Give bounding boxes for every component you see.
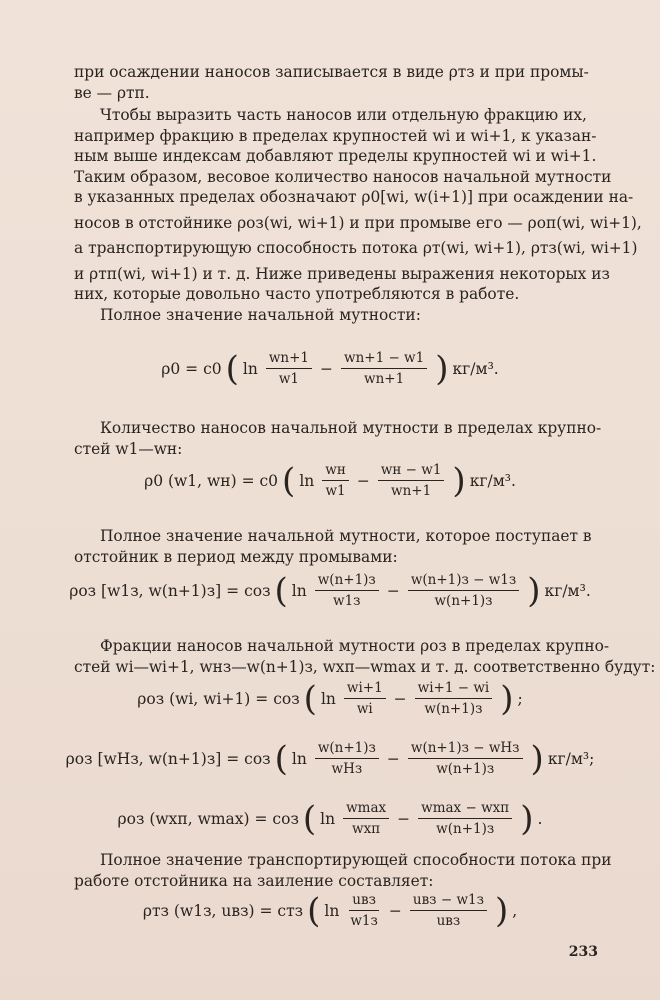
minus-sign: −: [388, 901, 402, 920]
text-line: Чтобы выразить часть наносов или отдельную фракцию их,: [100, 106, 587, 124]
formula-quantity-range: [0, 462, 660, 499]
formula-lhs: ρ0 = c0: [161, 359, 222, 378]
unit: кг/м³.: [469, 471, 516, 490]
minus-sign: −: [356, 471, 370, 490]
formula-transport-capacity: [0, 892, 660, 929]
left-paren: (: [282, 460, 296, 501]
formula-lhs: ρоз [w1з, w(n+1)з] = cоз: [69, 581, 271, 600]
left-paren: (: [274, 570, 288, 611]
denominator: uвз: [436, 913, 461, 929]
text-line: ным выше индексам добавляют пределы крупностей wi и wi+1.: [74, 147, 597, 165]
left-paren: (: [303, 678, 317, 719]
denominator: w(n+1)з: [436, 761, 495, 777]
formula-settling-total: [0, 572, 660, 609]
denominator: w1з: [350, 913, 378, 929]
right-paren: ): [494, 890, 509, 931]
numerator: wн − w1: [378, 462, 445, 481]
page-number: 233: [568, 944, 598, 960]
text-line: Количество наносов начальной мутности в пределах крупно-: [100, 419, 602, 437]
denominator: wn+1: [364, 371, 405, 387]
denominator: wхп: [352, 821, 381, 837]
unit: ,: [512, 901, 518, 920]
denominator: w1: [278, 371, 300, 387]
text-line: например фракцию в пределах крупностей wi и wi+1, к указан-: [74, 126, 597, 145]
ln-symbol: ln: [291, 749, 307, 768]
fraction: [347, 892, 381, 929]
denominator: wi: [356, 701, 373, 717]
numerator: wн: [322, 462, 349, 481]
numerator: wn+1: [266, 350, 312, 369]
numerator: uвз: [349, 892, 379, 911]
formula-lhs: ρ0 (w1, wн) = c0: [144, 471, 279, 490]
fraction: [410, 892, 487, 929]
text-line: них, которые довольно часто употребляются в работе.: [74, 285, 520, 303]
right-paren: ): [520, 798, 534, 839]
denominator: wn+1: [391, 483, 432, 499]
ln-symbol: ln: [320, 689, 336, 708]
paragraph-fractions: [74, 105, 642, 325]
denominator: w(n+1)з: [436, 821, 495, 837]
left-paren: (: [302, 798, 317, 839]
unit: кг/м³;: [547, 749, 595, 768]
text-line: при осаждении наносов записывается в виде ρтз и при промы-: [74, 63, 589, 81]
minus-sign: −: [386, 749, 400, 768]
paragraph-between-flushes: [74, 526, 594, 567]
text-line: в указанных пределах обозначают ρ0[wi, w(i+1)] при осаждении на-: [74, 188, 634, 206]
unit: .: [537, 809, 543, 828]
fraction: [315, 740, 379, 777]
text-line: ве — ρтп.: [74, 83, 150, 102]
denominator: w1з: [333, 593, 361, 609]
formula-fraction-nz: [0, 740, 660, 777]
text-line: Полное значение начальной мутности:: [100, 305, 421, 324]
formula-lhs: ρтз (w1з, uвз) = cтз: [142, 901, 304, 920]
fraction: [344, 680, 386, 717]
fraction: [418, 800, 512, 837]
denominator: w1: [325, 483, 346, 499]
formula-lhs: ρоз (wхп, wmax) = cоз: [117, 809, 299, 828]
formula-fraction-max: [0, 800, 660, 837]
numerator: w(n+1)з − wНз: [408, 740, 523, 759]
formula-lhs: ρоз [wНз, w(n+1)з] = cоз: [65, 749, 271, 768]
minus-sign: −: [320, 359, 334, 378]
minus-sign: −: [386, 581, 400, 600]
text-line: стей w1—wн:: [74, 439, 183, 458]
formula-total-initial-turbidity: [0, 350, 660, 387]
denominator: w(n+1)з: [434, 593, 493, 609]
minus-sign: −: [397, 809, 411, 828]
ln-symbol: ln: [320, 809, 336, 828]
left-paren: (: [225, 348, 239, 389]
left-paren: (: [307, 890, 321, 931]
ln-symbol: ln: [242, 359, 258, 378]
formula-lhs: ρоз (wi, wi+1) = cоз: [137, 689, 300, 708]
unit: кг/м³.: [544, 581, 591, 600]
text-line: стей wi—wi+1, wнз—w(n+1)з, wхп—wmax и т. д. соответственно будут:: [74, 657, 656, 676]
formula-fraction-i: [0, 680, 660, 717]
right-paren: ): [500, 678, 514, 719]
paragraph-quantity: [74, 418, 602, 459]
right-paren: ): [527, 570, 541, 611]
fraction: [315, 572, 379, 609]
text-line: работе отстойника на заиление составляет:: [74, 871, 434, 890]
right-paren: ): [530, 738, 544, 779]
numerator: w(n+1)з: [315, 740, 379, 759]
fraction: [343, 800, 389, 837]
numerator: wn+1 − w1: [341, 350, 427, 369]
numerator: wi+1 − wi: [415, 680, 493, 699]
numerator: wmax − wхп: [418, 800, 512, 819]
text-line: и ρтп(wi, wi+1) и т. д. Ниже приведены выражения некоторых из: [74, 264, 610, 283]
fraction: [322, 462, 349, 499]
fraction: [378, 462, 445, 499]
paragraph-intro: [74, 62, 594, 103]
text-line: носов в отстойнике ρоз(wi, wi+1) и при промыве его — ρоп(wi, wi+1),: [74, 213, 642, 232]
ln-symbol: ln: [291, 581, 307, 600]
fraction: [415, 680, 493, 717]
text-line: Таким образом, весовое количество наносов начальной мутности: [74, 167, 612, 186]
text-line: Фракции наносов начальной мутности ρоз в пределах крупно-: [100, 637, 610, 655]
paragraph-transport-capacity: [74, 850, 612, 891]
fraction: [408, 740, 523, 777]
text-line: Полное значение начальной мутности, которое поступает в: [100, 527, 592, 545]
right-paren: ): [435, 348, 449, 389]
fraction: [408, 572, 519, 609]
numerator: w(n+1)з − w1з: [408, 572, 519, 591]
text-line: а транспортирующую способность потока ρт(wi, wi+1), ρтз(wi, wi+1): [74, 239, 638, 257]
right-paren: ): [452, 460, 466, 501]
numerator: wi+1: [344, 680, 386, 699]
denominator: wНз: [331, 761, 363, 777]
paragraph-fractions-settling: [74, 636, 656, 677]
left-paren: (: [274, 738, 288, 779]
unit: кг/м³.: [452, 359, 499, 378]
denominator: w(n+1)з: [424, 701, 483, 717]
minus-sign: −: [393, 689, 407, 708]
numerator: wmax: [343, 800, 389, 819]
fraction: [341, 350, 427, 387]
numerator: uвз − w1з: [410, 892, 487, 911]
text-line: отстойник в период между промывами:: [74, 547, 398, 566]
ln-symbol: ln: [324, 901, 340, 920]
ln-symbol: ln: [299, 471, 315, 490]
fraction: [266, 350, 312, 387]
unit: ;: [517, 689, 523, 708]
text-line: Полное значение транспортирующей способности потока при: [100, 851, 612, 869]
numerator: w(n+1)з: [315, 572, 379, 591]
